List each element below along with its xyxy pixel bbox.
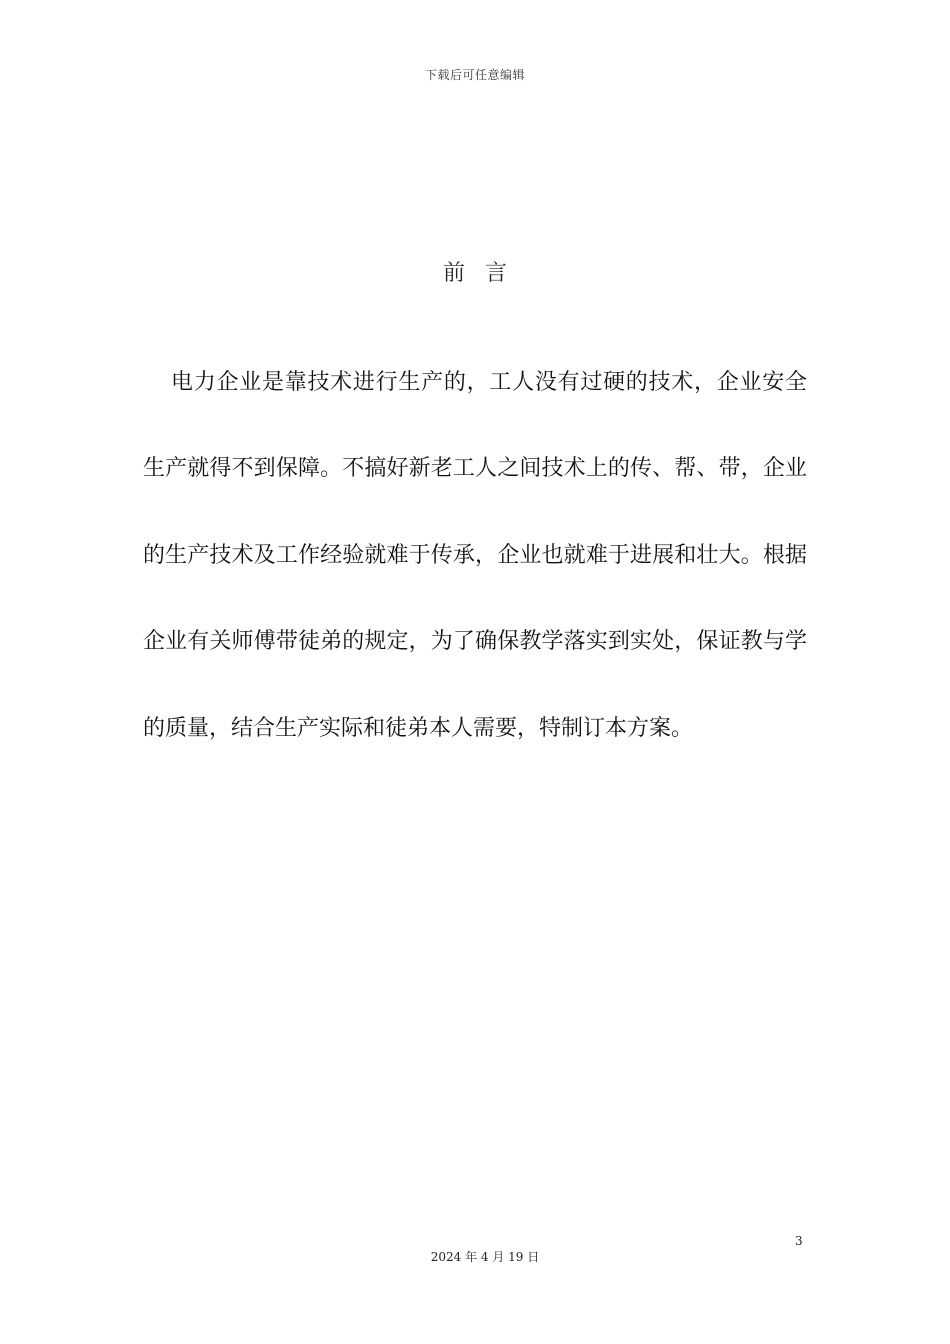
header-note: 下载后可任意编辑 xyxy=(424,68,525,82)
footer-date: 2024 年 4 月 19 日 xyxy=(430,1250,540,1264)
body-paragraph: 电力企业是靠技术进行生产的，工人没有过硬的技术，企业安全生产就得不到保障。不搞好新老工人之间技术上的传、帮、带，企业的生产技术及工作经验就难于传承，企业也就难于进展和壮大。根据企业有关师傅带徒弟的规定，为了确保教学落实到实处，保证教与学的质量，结合生产实际和徒弟本人需要，特制订本方案。 xyxy=(143,370,807,741)
page-title: 前言 xyxy=(442,261,527,286)
page-number: 3 xyxy=(795,1234,803,1248)
